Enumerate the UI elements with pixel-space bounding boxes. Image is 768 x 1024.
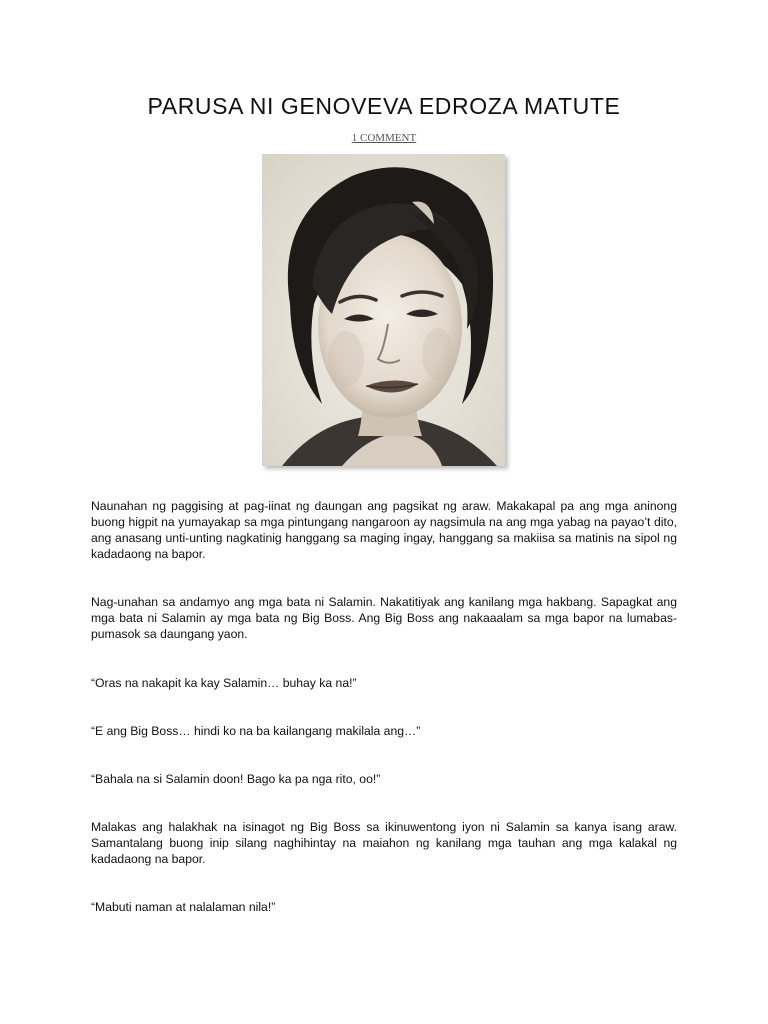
story-paragraph: Nag-unahan sa andamyo ang mga bata ni Salamin. Nakatitiyak ang kanilang mga hakbang. Sapagkat ang mga bata ni Salamin ay mga bata ng Big Boss. Ang Big Boss ang nakaaalam sa mga bapor na lumabas-pumasok sa daungang yaon.	[91, 595, 677, 641]
comment-count-link[interactable]: 1 COMMENT	[351, 132, 417, 144]
story-paragraph: Malakas ang halakhak na isinagot ng Big Boss sa ikinuwentong iyon ni Salamin sa kanya isang araw. Samantalang buong inip silang naghihintay na maiahon ng kanilang mga tauhan ang mga kalakal ng kadadaong na bapor.	[91, 820, 677, 866]
story-dialogue: “Oras na nakapit ka kay Salamin… buhay ka na!”	[91, 676, 357, 690]
author-portrait-photo	[262, 154, 505, 466]
story-dialogue: “E ang Big Boss… hindi ko na ba kailangang makilala ang…”	[91, 724, 421, 738]
article-title: PARUSA NI GENOVEVA EDROZA MATUTE	[147, 93, 621, 119]
story-dialogue: “Mabuti naman at nalalaman nila!”	[91, 900, 276, 914]
story-paragraph: Naunahan ng paggising at pag-iinat ng daungan ang pagsikat ng araw. Makakapal pa ang mga aninong buong higpit na yumayakap sa mga pintungang nangaroon ay nagsimula na ang mga yabag na payao’t dito, ang anasang unti-unting nagkatinig hanggang sa maging ingay, hanggang sa makiisa sa matinis na sipol ng kadadaong na bapor.	[91, 499, 677, 561]
story-dialogue: “Bahala na si Salamin doon! Bago ka pa nga rito, oo!”	[91, 772, 381, 786]
